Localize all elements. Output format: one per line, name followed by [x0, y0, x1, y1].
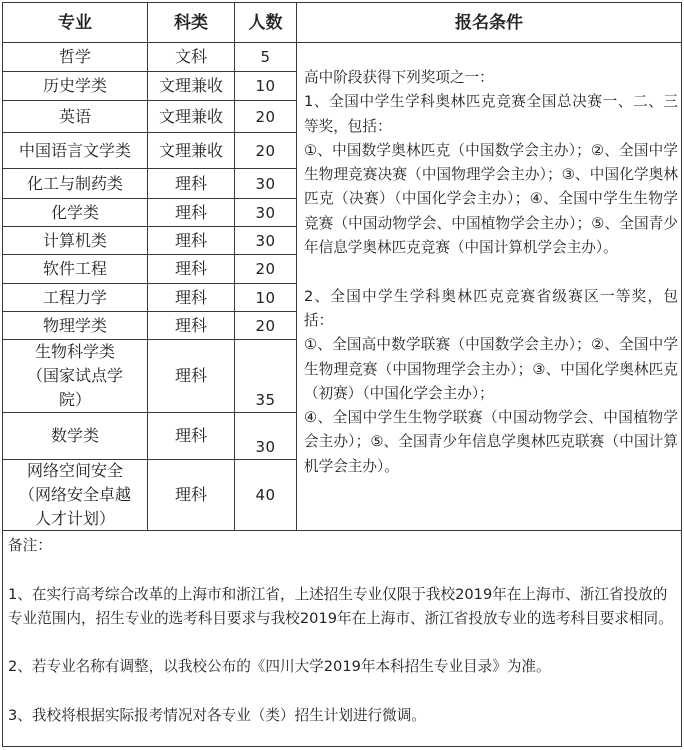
category-cell: 理科 [174, 315, 207, 335]
major-cell: 计算机类 [42, 230, 107, 250]
major-cell: 工程力学 [42, 287, 107, 307]
notes-section [8, 534, 678, 728]
quota-cell: 30 [255, 231, 276, 250]
category-cell: 理科 [174, 426, 207, 445]
major-cell: 哲学 [58, 47, 91, 66]
quota-cell: 10 [255, 288, 276, 307]
quota-cell: 35 [255, 391, 276, 409]
category-cell: 理科 [174, 202, 207, 222]
note-item: 2、若专业名称有调整，以我校公布的《四川大学2019年本科招生专业目录》为准。 [8, 658, 551, 676]
quota-cell: 20 [255, 260, 276, 278]
quota-cell: 5 [260, 48, 271, 66]
category-cell: 文理兼收 [158, 140, 223, 160]
quota-cell: 20 [255, 107, 276, 126]
major-cell: 英语 [58, 106, 91, 126]
category-cell: 理科 [174, 259, 207, 278]
header-quota: 人数 [248, 12, 283, 33]
header-conditions: 报名条件 [455, 12, 523, 33]
major-cell: 数学类 [50, 426, 99, 445]
category-cell: 文理兼收 [158, 106, 223, 126]
major-cell: 网络空间安全 （网络安全卓越 人才计划） [18, 461, 131, 528]
notes-title: 备注： [8, 537, 52, 554]
major-cell: 化学类 [50, 202, 99, 222]
major-cell: 软件工程 [42, 259, 107, 278]
note-item: 3、我校将根据实际报考情况对各专业（类）招生计划进行微调。 [8, 707, 426, 725]
quota-cell: 30 [255, 203, 276, 222]
category-cell: 文理兼收 [158, 76, 223, 95]
quota-cell: 20 [255, 316, 276, 335]
major-cell: 中国语言文学类 [18, 140, 131, 160]
category-cell: 理科 [174, 366, 207, 385]
header-major: 专业 [58, 12, 92, 33]
category-cell: 理科 [174, 173, 207, 193]
major-cell: 生物科学类 （国家试点学 院） [26, 342, 123, 409]
quota-cell: 20 [255, 141, 276, 160]
major-cell: 历史学类 [42, 76, 107, 95]
column-divider [296, 2, 297, 530]
quota-cell: 40 [255, 486, 276, 504]
quota-cell: 30 [255, 174, 276, 193]
quota-cell: 30 [255, 437, 276, 456]
quota-cell: 10 [255, 77, 276, 95]
major-cell: 物理学类 [42, 315, 107, 335]
major-cell: 化工与制药类 [26, 173, 123, 193]
category-cell: 理科 [174, 230, 207, 250]
category-cell: 理科 [174, 485, 207, 504]
conditions-text: 高中阶段获得下列奖项之一： 1、全国中学生学科奥林匹克竞赛全国总决赛一、二、三等奖，包括： ①、中国数学奥林匹克（中国数学会主办）；②、全国中学生物理竞赛决赛（中国物理学会主办）；③、中国化学奥林匹克（决赛）（中国化学会主办）；④、全国中学生生物学竞赛（中国动物学会、中国植物学会主办）；⑤、全国青少年信息学奥林匹克竞赛（中国计算机学会主办）。 2、全国中学生学科奥林匹克竞赛省级赛区一等奖，包括： ①、全国高中数学联赛（中国数学会主办）；②、全国中学生物理竞赛（中国物理学会主办）；③、中国化学奥林匹克（初赛）（中国化学会主办）； ④、全国中学生生物学联赛（中国动物学会、中国植物学会主办）；⑤、全国青少年信息学奥林匹克联赛（中国计算机学会主办）。 [304, 69, 678, 475]
category-cell: 文科 [174, 47, 207, 66]
note-item: 1、在实行高考综合改革的上海市和浙江省，上述招生专业仅限于我校2019年在上海市、浙江省投放的专业范围内，招生专业的选考科目要求与我校2019年在上海市、浙江省投放专业的选考科目要求相同。 [8, 585, 673, 627]
table-border-bottom [2, 746, 682, 747]
table-border-right [681, 2, 682, 747]
header-category: 科类 [174, 12, 208, 33]
category-cell: 理科 [174, 287, 207, 307]
